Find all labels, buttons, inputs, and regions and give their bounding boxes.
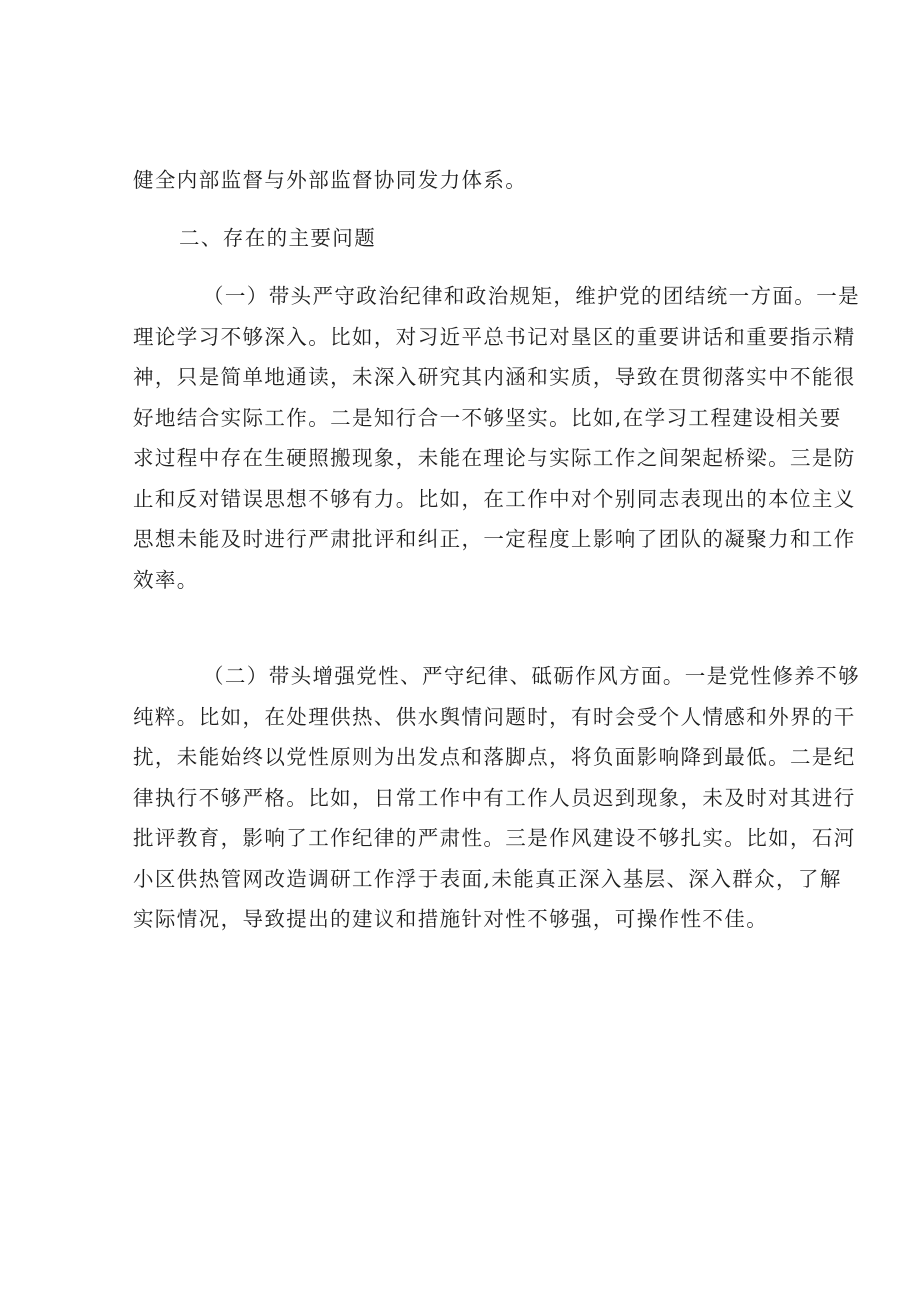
paragraph-line: 神，只是简单地通读，未深入研究其内涵和实质，导致在贯彻落实中不能很 bbox=[133, 365, 856, 389]
paragraph-1 bbox=[133, 276, 860, 600]
paragraph-line: 小区供热管网改造调研工作浮于表面,未能真正深入基层、深入群众，了解 bbox=[133, 866, 842, 891]
paragraph-line: 思想未能及时进行严肃批评和纠正，一定程度上影响了团队的凝聚力和工作 bbox=[133, 527, 856, 551]
paragraph-line: 扰，未能始终以党性原则为出发点和落脚点，将负面影响降到最低。二是纪 bbox=[133, 745, 856, 769]
paragraph-line: 批评教育，影响了工作纪律的严肃性。三是作风建设不够扎实。比如，石河 bbox=[133, 826, 856, 850]
paragraph-line: 纯粹。比如，在处理供热、供水舆情问题时，有时会受个人情感和外界的干 bbox=[133, 704, 856, 729]
paragraph-line: 求过程中存在生硬照搬现象，未能在理论与实际工作之间架起桥梁。三是防 bbox=[133, 446, 856, 470]
paragraph-line: 效率。 bbox=[133, 567, 199, 592]
section-heading-block bbox=[133, 218, 801, 259]
paragraph-line: 理论学习不够深入。比如，对习近平总书记对垦区的重要讲话和重要指示精 bbox=[133, 324, 856, 349]
paragraph-line: （二）带头增强党性、严守纪律、砥砺作风方面。一是党性修养不够 bbox=[203, 664, 860, 688]
paragraph-line: 律执行不够严格。比如，日常工作中有工作人员迟到现象，未及时对其进行 bbox=[133, 785, 856, 810]
section-heading: 二、存在的主要问题 bbox=[179, 226, 377, 250]
intro-line: 健全内部监督与外部监督协同发力体系。 bbox=[133, 168, 528, 192]
paragraph-line: （一）带头严守政治纪律和政治规矩，维护党的团结统一方面。一是 bbox=[203, 284, 860, 308]
paragraph-line: 好地结合实际工作。二是知行合一不够坚实。比如,在学习工程建设相关要 bbox=[133, 405, 842, 430]
paragraph-2 bbox=[133, 656, 860, 940]
intro-paragraph bbox=[133, 160, 801, 201]
paragraph-line: 止和反对错误思想不够有力。比如，在工作中对个别同志表现出的本位主义 bbox=[133, 486, 856, 511]
paragraph-line: 实际情况，导致提出的建议和措施针对性不够强，可操作性不佳。 bbox=[133, 907, 769, 931]
